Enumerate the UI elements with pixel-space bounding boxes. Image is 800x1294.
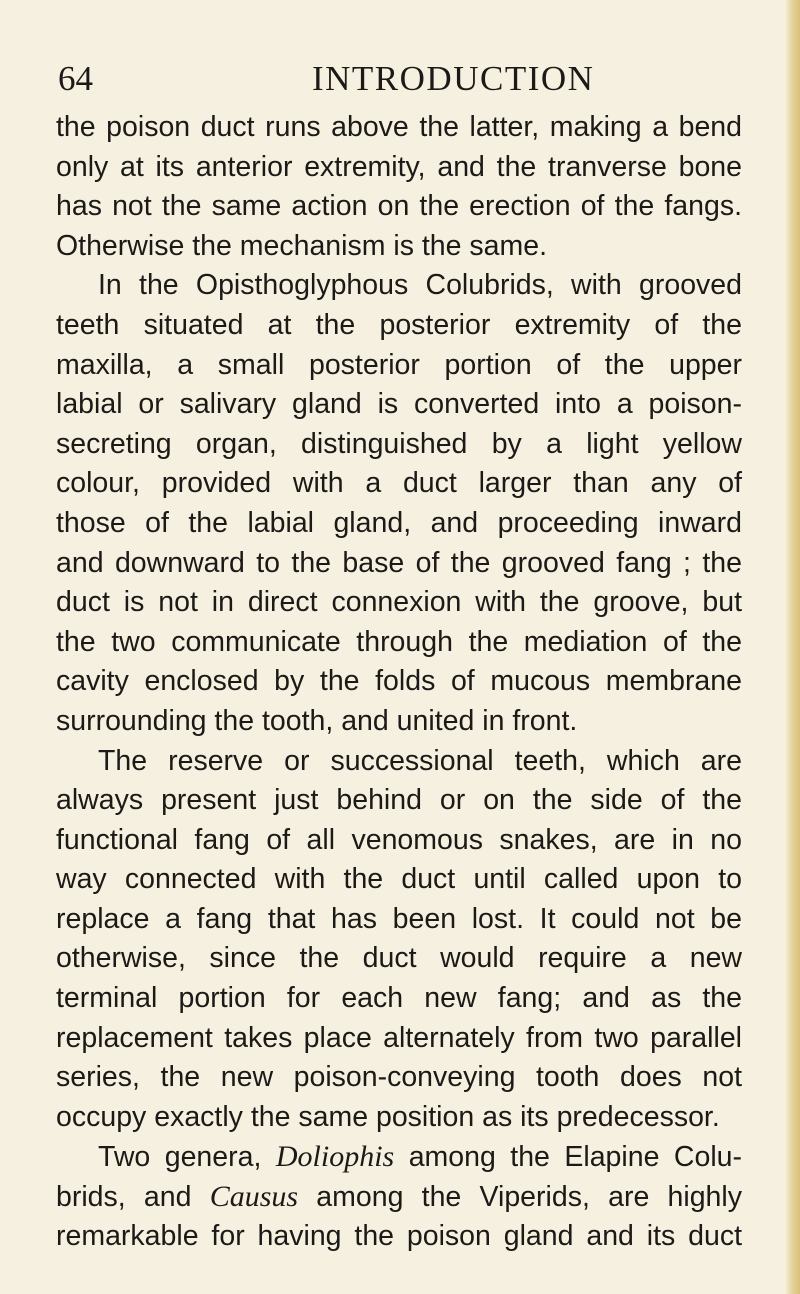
text-line: replace a fang that has been lost. It could not be xyxy=(56,902,742,935)
text-line: colour, provided with a duct larger than any of xyxy=(56,467,742,500)
text-line: the two communicate through the mediation of the xyxy=(56,625,742,658)
text-line: series, the new poison-conveying tooth does not xyxy=(56,1061,742,1094)
text-line: cavity enclosed by the folds of mucous membrane xyxy=(56,665,742,698)
text-segment: Two genera, xyxy=(98,1141,262,1174)
text-segment: brids, and xyxy=(56,1181,192,1214)
text-line: way connected with the duct until called upon to xyxy=(56,863,742,896)
text-line: labial or salivary gland is converted into a poison- xyxy=(56,388,742,421)
text-segment: among the Viperids, are highly xyxy=(316,1181,742,1214)
text-line: terminal portion for each new fang; and as the xyxy=(56,982,742,1015)
text-line: duct is not in direct connexion with the groove, but xyxy=(56,586,742,619)
text-line: always present just behind or on the side of the xyxy=(56,784,742,817)
body-text xyxy=(56,108,742,1256)
text-line: those of the labial gland, and proceeding inward xyxy=(56,506,742,539)
text-line: only at its anterior extremity, and the tranverse bone xyxy=(56,150,742,183)
text-line: occupy exactly the same position as its predecessor. xyxy=(56,1100,720,1133)
running-title: INTRODUCTION xyxy=(312,59,595,98)
text-line: has not the same action on the erection of the fangs. xyxy=(56,190,742,223)
page-number: 64 xyxy=(58,59,93,98)
text-line: Otherwise the mechanism is the same. xyxy=(56,229,548,262)
text-line: surrounding the tooth, and united in front. xyxy=(56,704,578,737)
text-line-genera xyxy=(56,1137,742,1177)
page-edge-shadow xyxy=(786,0,800,1294)
text-segment: among the Elapine Colu- xyxy=(408,1141,742,1174)
text-line: replacement takes place alternately from two parallel xyxy=(56,1021,742,1054)
genus-name-causus: Causus xyxy=(209,1180,299,1214)
text-line: maxilla, a small posterior portion of the upper xyxy=(56,348,742,381)
text-line: remarkable for having the poison gland and its duct xyxy=(56,1219,742,1252)
text-line: teeth situated at the posterior extremity of the xyxy=(56,308,742,341)
text-line: In the Opisthoglyphous Colubrids, with grooved xyxy=(98,269,742,302)
text-line: The reserve or successional teeth, which are xyxy=(98,744,742,777)
text-line: secreting organ, distinguished by a light yellow xyxy=(56,427,742,460)
genus-name-doliophis: Doliophis xyxy=(275,1140,395,1174)
text-line: and downward to the base of the grooved fang ; the xyxy=(56,546,742,579)
text-line: otherwise, since the duct would require a new xyxy=(56,942,742,975)
text-line: the poison duct runs above the latter, making a bend xyxy=(56,111,742,143)
text-line: functional fang of all venomous snakes, are in no xyxy=(56,823,742,856)
text-line-genera-continued xyxy=(56,1177,742,1217)
page-header xyxy=(0,56,800,102)
